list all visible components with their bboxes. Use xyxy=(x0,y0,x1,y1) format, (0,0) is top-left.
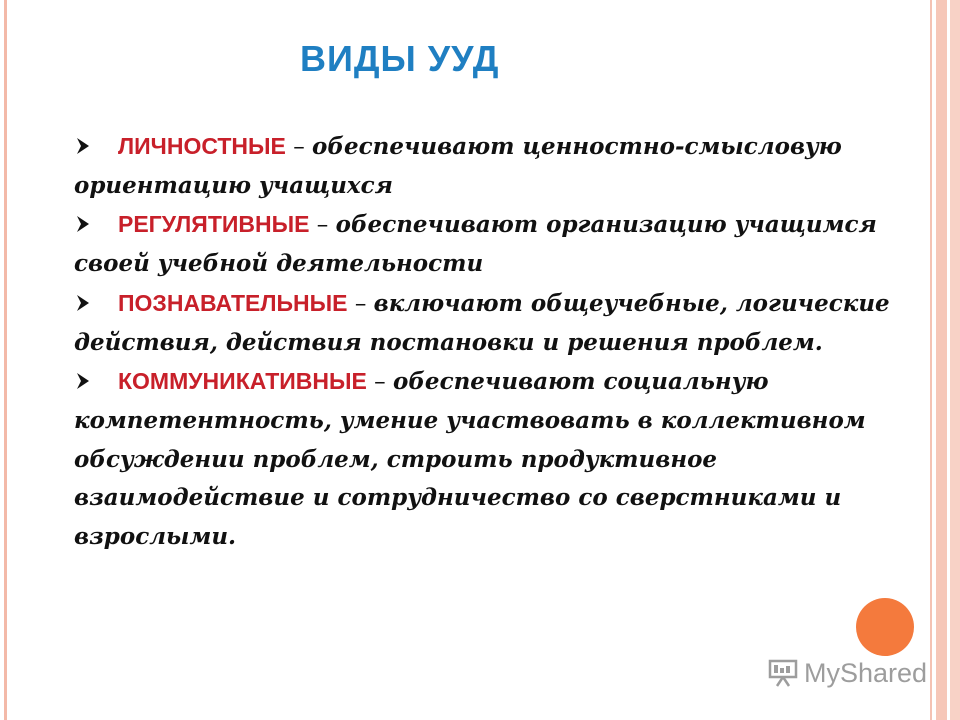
presentation-board-icon xyxy=(768,659,798,687)
item-description: обеспечивают социальную компетентность, умение участвовать в коллективном обсуждении проблем, строить продуктивное взаимодействие и сотрудничество со сверстниками и взрослыми. xyxy=(74,368,866,551)
item-description: обеспечивают организацию учащимся своей учебной деятельности xyxy=(74,211,877,278)
arrow-bullet-icon xyxy=(76,294,90,312)
arrow-bullet-icon xyxy=(76,372,90,390)
slide-frame-left xyxy=(4,0,7,720)
item-term: РЕГУЛЯТИВНЫЕ xyxy=(118,211,310,238)
list-item-cognitive xyxy=(74,284,894,362)
item-term: ЛИЧНОСТНЫЕ xyxy=(118,133,286,159)
item-dash: – xyxy=(309,212,336,239)
arrow-bullet-icon xyxy=(76,137,90,155)
slide-frame-right xyxy=(926,0,960,720)
item-description: обеспечивают ценностно-смысловую ориентацию учащихся xyxy=(74,133,842,199)
watermark-logo xyxy=(768,658,927,688)
item-dash: – xyxy=(347,290,374,317)
item-term: КОММУНИКАТИВНЫЕ xyxy=(118,368,367,395)
list-item-communicative xyxy=(74,362,894,557)
item-description: включают общеучебные, логические действия, действия постановки и решения проблем. xyxy=(74,289,890,356)
list-item-regulatory xyxy=(74,205,894,283)
decorative-orange-circle xyxy=(856,598,914,656)
item-dash: – xyxy=(366,369,393,396)
slide-title: ВИДЫ УУД xyxy=(300,38,500,79)
watermark-text: MyShared xyxy=(804,657,928,688)
item-dash: – xyxy=(285,134,313,160)
arrow-bullet-icon xyxy=(76,215,90,233)
list-item-personal xyxy=(74,127,894,205)
slide-content xyxy=(74,127,894,557)
item-term: ПОЗНАВАТЕЛЬНЫЕ xyxy=(118,289,348,316)
